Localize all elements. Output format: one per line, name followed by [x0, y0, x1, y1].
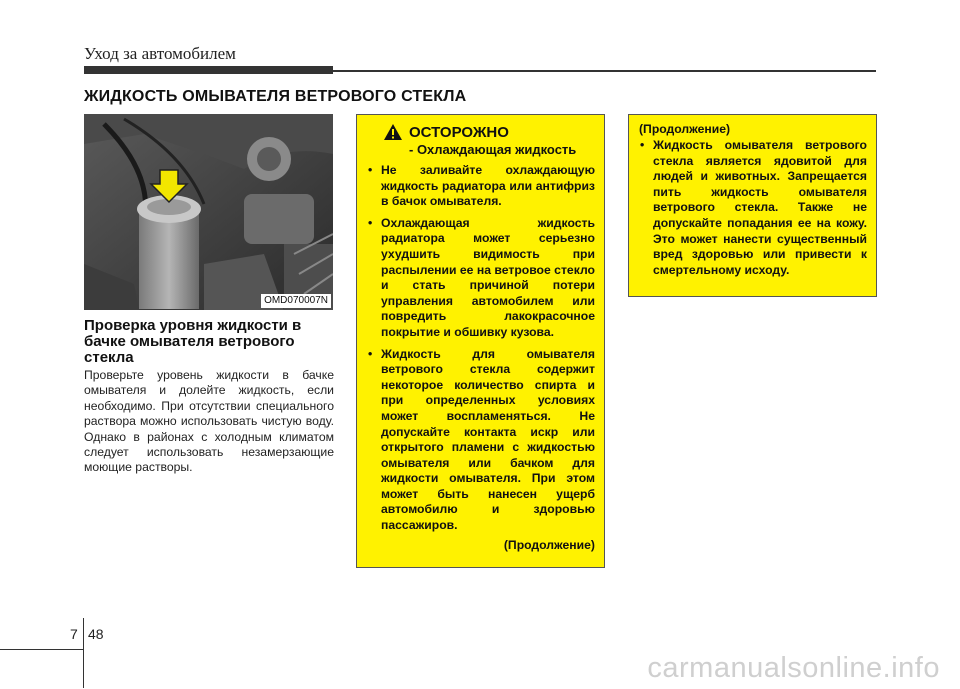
- caution-subtitle: - Охлаждающая жидкость: [409, 142, 577, 157]
- continuation-box: [628, 114, 877, 297]
- section-title: ЖИДКОСТЬ ОМЫВАТЕЛЯ ВЕТРОВОГО СТЕКЛА: [84, 88, 467, 105]
- caution-box: [356, 114, 605, 568]
- caution-header: [383, 123, 595, 141]
- footer-divider-vertical: [83, 618, 84, 688]
- watermark: carmanualsonline.info: [647, 652, 940, 684]
- list-item: • Жидкость омывателя ветрового стекла является ядовитой для людей и животных. Запрещается пить жидкость омывателя ветрового стекла. Также не допускайте попадания ее на кожу. Это может нанести существенный вред здоровью или привести к смертельному исходу.: [639, 138, 867, 278]
- caution-list: [367, 163, 595, 534]
- continuation-list: [639, 138, 867, 278]
- header-rule-thick: [84, 66, 333, 74]
- caution-title: ОСТОРОЖНО: [409, 123, 509, 141]
- washer-reservoir-illustration: [84, 114, 333, 310]
- chapter-number: 7: [70, 626, 78, 642]
- footer-divider-horizontal: [0, 649, 83, 650]
- continuation-title: (Продолжение): [639, 122, 731, 136]
- engine-photo: [84, 114, 333, 310]
- list-item: • Охлаждающая жидкость радиатора может серьезно ухудшить видимость при распылении ее на ветровое стекло и стать причиной потери управления автомобилем или повредить лакокрасочное покрытие и обшивку кузова.: [367, 216, 595, 341]
- list-item: • Не заливайте охлаждающую жидкость радиатора или антифриз в бачок омывателя.: [367, 163, 595, 210]
- check-level-heading: Проверка уровня жидкости в бачке омывателя ветрового стекла: [84, 317, 302, 366]
- page-header-title: Уход за автомобилем: [84, 44, 236, 63]
- list-item: • Жидкость для омывателя ветрового стекла содержит некоторое количество спирта и при определенных условиях может воспламеняться. Не допускайте контакта искр или открытого пламени с жидкостью омывателя или бачком для жидкости омывателя. При этом может быть нанесен ущерб автомобилю и здоровью пассажиров.: [367, 347, 595, 534]
- photo-code-label: OMD070007N: [261, 294, 331, 308]
- check-level-body: Проверьте уровень жидкости в бачке омывателя и долейте жидкость, если необходимо. При отсутствии специального раствора можно использовать чистую воду. Однако в районах с холодным климатом следует использовать незамерзающие моющие растворы.: [84, 368, 334, 475]
- warning-triangle-icon: [383, 123, 403, 141]
- caution-continued: (Продолжение): [503, 537, 595, 552]
- page-number: 48: [88, 626, 104, 642]
- header-rule-thin: [333, 70, 876, 72]
